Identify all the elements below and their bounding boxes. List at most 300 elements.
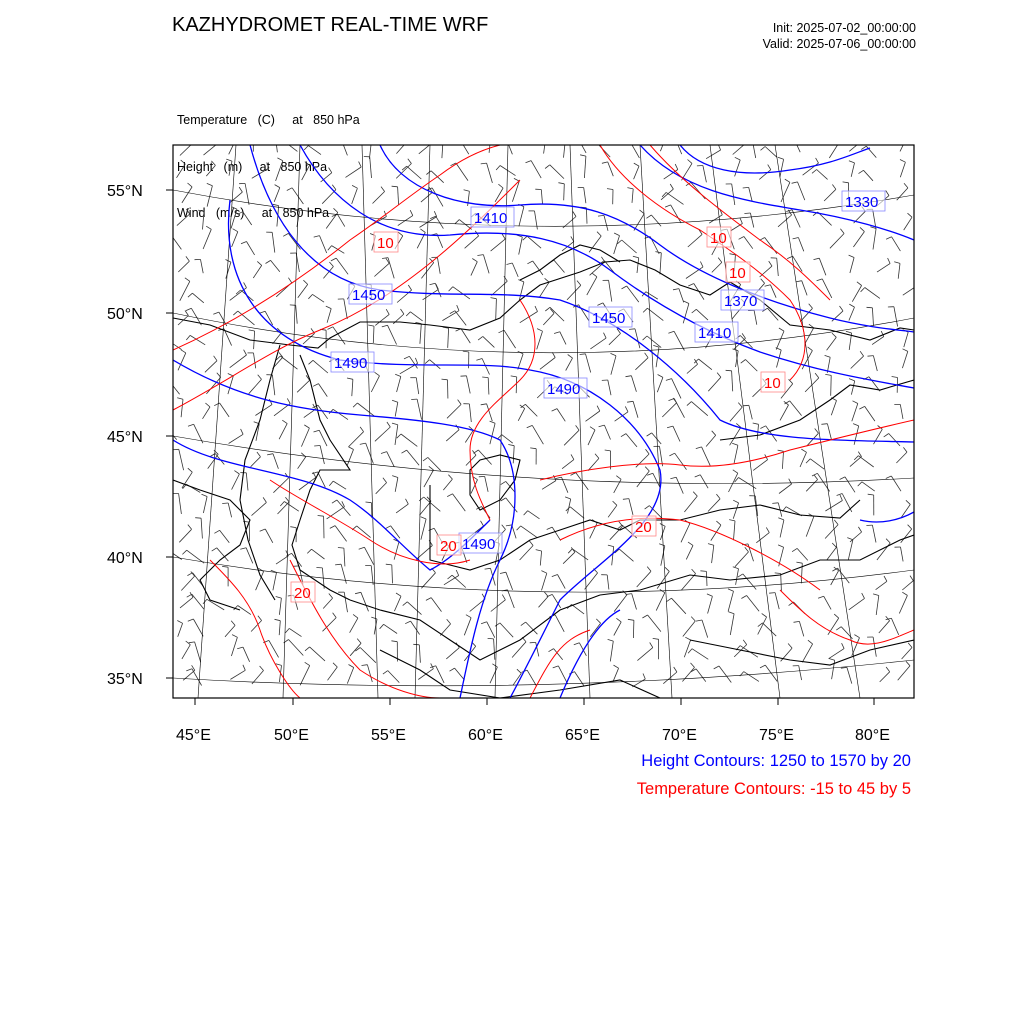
wind-barb-flag xyxy=(523,236,528,240)
wind-barb xyxy=(831,571,839,585)
wind-barb xyxy=(206,165,215,176)
wind-barb xyxy=(760,266,772,277)
wind-barb-flag xyxy=(540,134,546,136)
wind-barb xyxy=(735,552,749,567)
wind-barb-flag xyxy=(633,256,639,258)
height-label: 1410 xyxy=(698,325,732,342)
wind-barb xyxy=(301,428,309,447)
wind-barb-flag xyxy=(410,210,413,215)
wind-barb-flag xyxy=(419,497,424,501)
wind-barb xyxy=(838,568,850,583)
wind-barb-flag xyxy=(547,527,553,529)
lat-tick-label: 55°N xyxy=(107,183,143,200)
wind-barb xyxy=(361,592,369,611)
wind-barb xyxy=(494,639,495,660)
wind-barb xyxy=(782,451,783,469)
wind-barb-flag xyxy=(188,619,194,621)
wind-barb xyxy=(417,399,422,420)
wind-barb-flag xyxy=(553,666,559,668)
wind-barb xyxy=(696,309,708,320)
wind-barb-flag xyxy=(517,669,521,673)
contour-labels xyxy=(291,191,885,602)
wind-barb-flag xyxy=(463,351,469,352)
wind-barb xyxy=(203,229,211,249)
wind-barb xyxy=(500,166,515,176)
wind-barb-flag xyxy=(334,208,338,212)
wind-barb-flag xyxy=(668,136,674,138)
wind-barb-flag xyxy=(308,294,312,298)
grid-lat-40 xyxy=(173,557,914,592)
wind-barb xyxy=(557,409,565,422)
wind-barb xyxy=(730,224,742,232)
wind-barb-flag xyxy=(903,349,908,352)
wind-barb-flag xyxy=(267,454,273,455)
wind-barb xyxy=(352,188,358,204)
wind-barb-flag xyxy=(577,281,581,286)
field-height: Height (m) at 850 hPa xyxy=(177,159,328,174)
wind-barb-flag xyxy=(552,409,557,412)
wind-barb xyxy=(775,593,779,610)
wind-barb xyxy=(700,475,708,488)
wind-barb-flag xyxy=(908,213,913,217)
wind-barb-flag xyxy=(332,500,337,503)
wind-barb xyxy=(190,335,205,344)
wind-barb-flag xyxy=(560,139,566,141)
height-label: 1450 xyxy=(592,310,626,327)
wind-barb-flag xyxy=(761,279,765,284)
wind-barb xyxy=(195,642,201,662)
wind-barb-flag xyxy=(605,450,611,451)
wind-barb-flag xyxy=(700,571,706,572)
wind-barb xyxy=(246,473,248,491)
wind-barb-flag xyxy=(840,495,842,501)
wind-barb xyxy=(407,166,422,179)
wind-barb-flag xyxy=(753,423,759,424)
wind-barb xyxy=(904,332,908,347)
wind-barb xyxy=(453,494,466,511)
wind-barb xyxy=(848,540,853,561)
wind-barb-flag xyxy=(861,288,865,292)
wind-barb xyxy=(554,649,563,660)
wind-barb xyxy=(819,258,826,275)
wind-barb-flag xyxy=(527,261,532,264)
wind-barb-flag xyxy=(211,161,215,166)
wind-barb xyxy=(436,216,444,228)
wind-barb-flag xyxy=(536,550,542,551)
wind-barb xyxy=(588,430,595,445)
wind-barb-flag xyxy=(598,215,604,216)
wind-barb xyxy=(226,262,231,279)
wind-barb-flag xyxy=(815,429,819,434)
wind-barb-flag xyxy=(867,307,873,308)
wind-barb-flag xyxy=(733,567,739,569)
wind-barb xyxy=(411,621,420,634)
wind-barb-flag xyxy=(233,311,238,315)
wind-barb xyxy=(637,571,651,587)
wind-barb-flag xyxy=(381,187,385,192)
wind-barb-flag xyxy=(688,160,693,164)
wind-barb xyxy=(802,644,812,662)
wind-barb-flag xyxy=(843,182,849,183)
wind-barb-flag xyxy=(733,470,738,473)
wind-barb-flag xyxy=(202,494,208,496)
wind-barb-flag xyxy=(556,477,562,479)
wind-barb-flag xyxy=(762,614,767,618)
wind-barb xyxy=(682,667,694,681)
wind-barb xyxy=(744,237,753,249)
wind-barb xyxy=(712,262,722,272)
wind-barb xyxy=(568,499,571,514)
wind-barb-flag xyxy=(267,163,269,169)
wind-barb xyxy=(608,380,611,395)
wind-barb-flag xyxy=(650,643,653,648)
wind-barb-flag xyxy=(541,571,546,574)
temperature-label: 20 xyxy=(440,538,457,555)
wind-barb-flag xyxy=(599,425,605,427)
wind-barb xyxy=(455,311,466,326)
wind-barb xyxy=(177,164,186,178)
wind-barb xyxy=(542,573,547,590)
wind-barb xyxy=(228,503,231,517)
wind-barb-flag xyxy=(886,237,892,239)
wind-barb xyxy=(852,404,858,422)
wind-barb-flag xyxy=(496,166,500,171)
wind-barb xyxy=(810,459,824,469)
wind-barb-flag xyxy=(472,259,477,262)
field-temperature: Temperature (C) at 850 hPa xyxy=(177,113,360,127)
wind-barb-flag xyxy=(491,298,497,299)
wind-barb-flag xyxy=(691,617,695,621)
wind-barb xyxy=(310,647,325,661)
wind-barb-flag xyxy=(258,616,262,621)
wind-barb xyxy=(543,313,554,325)
wind-barb xyxy=(692,649,708,660)
wind-barb xyxy=(590,523,597,538)
wind-barb-flag xyxy=(669,399,675,401)
wind-barb-flag xyxy=(371,617,377,619)
wind-barb xyxy=(265,529,273,543)
wind-barb-flag xyxy=(886,476,892,479)
wind-barb-flag xyxy=(860,227,864,231)
wind-barb xyxy=(203,497,207,514)
wind-barb xyxy=(637,648,652,661)
wind-barb-flag xyxy=(336,140,342,141)
wind-barb-flag xyxy=(391,641,397,642)
wind-barb xyxy=(247,242,255,255)
height-label: 1370 xyxy=(724,293,758,310)
wind-barb-flag xyxy=(212,548,217,551)
wind-barb xyxy=(902,581,913,590)
wind-barb-flag xyxy=(429,528,435,530)
wind-barb xyxy=(799,666,802,681)
wind-barb xyxy=(391,526,400,539)
wind-barb-flag xyxy=(305,647,310,651)
wind-barb-flag xyxy=(816,158,819,163)
wind-barb xyxy=(681,574,695,591)
wind-barb xyxy=(232,474,240,490)
wind-barb-flag xyxy=(408,285,411,290)
wind-barb-flag xyxy=(622,286,627,289)
wind-barb xyxy=(500,623,513,637)
wind-barb xyxy=(238,311,255,325)
wind-barb-flag xyxy=(627,401,633,402)
wind-barb xyxy=(730,427,741,445)
wind-barb xyxy=(364,547,373,565)
wind-barb-flag xyxy=(829,659,835,661)
wind-barb-flag xyxy=(521,622,526,626)
temperature-contour xyxy=(290,560,440,698)
wind-barb-flag xyxy=(674,667,677,672)
wind-barb-flag xyxy=(853,424,859,426)
wind-barb xyxy=(421,573,435,589)
wind-barb-flag xyxy=(608,639,614,641)
wind-barb xyxy=(604,215,608,230)
wind-barb xyxy=(896,452,907,463)
wind-barb xyxy=(631,376,636,392)
lon-tick-label: 80°E xyxy=(855,727,890,744)
wind-barb-flag xyxy=(808,640,813,644)
wind-barb xyxy=(352,379,353,396)
wind-barb-flag xyxy=(643,674,645,680)
wind-barb xyxy=(849,598,865,609)
wind-barb xyxy=(825,501,842,512)
wind-barb-flag xyxy=(243,665,245,671)
wind-barb-flag xyxy=(332,185,336,190)
wind-barb xyxy=(424,497,441,511)
wind-barb-flag xyxy=(240,548,246,550)
wind-barb-flag xyxy=(868,494,874,495)
wind-barb xyxy=(687,364,698,373)
wind-barb xyxy=(167,429,176,440)
wind-barb-flag xyxy=(206,226,211,229)
height-contour xyxy=(173,360,515,698)
height-label: 1490 xyxy=(462,536,496,553)
wind-barb-flag xyxy=(778,157,784,159)
wind-barb xyxy=(673,426,680,441)
wind-barb xyxy=(802,281,807,296)
wind-barb xyxy=(252,502,267,515)
wind-barb xyxy=(180,281,190,301)
wind-barb-flag xyxy=(375,372,380,376)
wind-barb-flag xyxy=(353,614,358,618)
wind-barb-flag xyxy=(309,360,314,364)
wind-barb-flag xyxy=(260,311,266,313)
wind-barb xyxy=(292,188,303,204)
wind-barb xyxy=(709,215,722,223)
wind-barb xyxy=(540,551,541,566)
wind-barb-flag xyxy=(430,283,436,285)
wind-barb-flag xyxy=(741,596,746,599)
wind-barb xyxy=(866,146,876,157)
wind-barb-flag xyxy=(481,163,487,164)
wind-barb-flag xyxy=(406,134,410,139)
wind-barb xyxy=(806,517,814,537)
wind-barb xyxy=(401,434,417,446)
wind-barb xyxy=(850,258,854,274)
temperature-label: 20 xyxy=(294,585,311,602)
wind-barb-flag xyxy=(691,663,695,668)
wind-barb-flag xyxy=(837,494,843,496)
wind-barb-flag xyxy=(404,356,409,359)
wind-barb-flag xyxy=(366,502,372,503)
height-contour-legend: Height Contours: 1250 to 1570 by 20 xyxy=(641,752,911,770)
wind-barb-flag xyxy=(779,328,784,331)
wind-barb-flag xyxy=(395,374,401,376)
wind-barb-flag xyxy=(233,133,238,136)
wind-barb xyxy=(719,666,731,683)
wind-barb-flag xyxy=(195,518,201,519)
wind-barb xyxy=(205,361,217,373)
wind-barb xyxy=(342,140,348,155)
wind-barb xyxy=(734,445,738,463)
wind-barb xyxy=(570,507,584,519)
wind-barb xyxy=(825,525,838,539)
wind-barb xyxy=(435,283,441,297)
wind-barb-flag xyxy=(186,335,190,340)
wind-barb-flag xyxy=(645,353,649,358)
wind-barb-flag xyxy=(189,642,195,643)
wind-barb xyxy=(732,371,733,392)
wind-barb-flag xyxy=(661,133,666,136)
wind-barb-flag xyxy=(832,185,836,190)
wind-barb xyxy=(831,401,836,416)
wind-barb xyxy=(877,264,890,273)
wind-barb-flag xyxy=(239,187,242,192)
wind-barb-flag xyxy=(284,640,289,643)
wind-barb xyxy=(780,520,784,538)
wind-barb xyxy=(527,670,537,686)
wind-barb xyxy=(333,409,348,419)
wind-barb-flag xyxy=(485,568,491,569)
wind-barb xyxy=(347,450,353,466)
wind-barb-flag xyxy=(629,329,635,330)
wind-barb xyxy=(824,189,836,201)
wind-barb-flag xyxy=(857,282,862,286)
wind-barb-flag xyxy=(760,426,765,429)
wind-barb-flag xyxy=(894,262,900,264)
wind-barb xyxy=(464,618,471,636)
wind-barb xyxy=(847,667,852,683)
wind-barb xyxy=(313,294,325,302)
wind-barb-flag xyxy=(580,354,586,355)
wind-barb xyxy=(829,141,840,159)
wind-barb xyxy=(327,507,345,519)
wind-barb xyxy=(203,212,205,230)
wind-barb xyxy=(876,596,879,616)
grid-lon-55 xyxy=(362,145,378,698)
wind-barb-flag xyxy=(329,481,333,486)
wind-barb xyxy=(612,547,614,566)
wind-barb-flag xyxy=(814,258,820,259)
wind-barb-flag xyxy=(738,574,743,577)
wind-barb-flag xyxy=(188,525,192,530)
wind-barb xyxy=(419,645,420,663)
border-south-asia xyxy=(690,640,914,665)
wind-barb-flag xyxy=(743,405,749,406)
wind-barb xyxy=(706,571,707,586)
wind-barb-flag xyxy=(305,162,310,166)
wind-barb-flag xyxy=(408,159,412,164)
wind-barb xyxy=(350,643,361,656)
wind-barb-flag xyxy=(504,276,507,281)
wind-barb xyxy=(752,141,755,159)
wind-barb xyxy=(610,641,613,661)
wind-barb xyxy=(333,481,346,489)
wind-barb xyxy=(759,170,771,180)
wind-barb xyxy=(608,162,614,176)
wind-barb-flag xyxy=(614,233,619,236)
wind-barb xyxy=(289,640,304,656)
wind-barb xyxy=(374,263,389,276)
wind-barb xyxy=(320,446,324,465)
wind-barb-flag xyxy=(165,551,169,555)
wind-barb-flag xyxy=(448,575,453,579)
wind-barb xyxy=(357,403,374,416)
wind-barb xyxy=(609,334,621,345)
wind-barb-flag xyxy=(188,140,192,145)
wind-barb-flag xyxy=(276,138,280,142)
wind-barb xyxy=(318,472,326,487)
wind-barb-flag xyxy=(688,542,693,545)
wind-barb xyxy=(564,184,565,201)
wind-barb-flag xyxy=(287,398,290,403)
wind-barb xyxy=(487,622,495,638)
wind-barb xyxy=(849,142,860,151)
wind-barb-flag xyxy=(667,598,672,601)
wind-barb-flag xyxy=(276,664,282,666)
wind-barb xyxy=(566,358,573,370)
wind-barb-flag xyxy=(788,644,792,649)
wind-barb xyxy=(288,233,300,249)
wind-barb xyxy=(575,672,585,687)
wind-barb-flag xyxy=(303,280,307,284)
wind-barb xyxy=(304,409,316,417)
wind-barb-flag xyxy=(834,520,838,525)
wind-barb xyxy=(831,375,832,395)
wind-barb xyxy=(696,669,706,682)
wind-barb xyxy=(384,624,398,633)
wind-barb-flag xyxy=(499,330,505,333)
wind-barb-flag xyxy=(432,135,435,140)
wind-barb-flag xyxy=(313,384,318,387)
wind-barb xyxy=(652,433,662,444)
wind-barb xyxy=(182,645,190,659)
wind-barb xyxy=(891,476,901,491)
wind-barb-flag xyxy=(910,576,913,581)
wind-barb xyxy=(424,470,434,487)
wind-barb xyxy=(467,376,471,394)
wind-barb xyxy=(558,666,567,684)
wind-barb-flag xyxy=(318,516,324,517)
wind-barb xyxy=(298,457,306,469)
wind-barb-flag xyxy=(769,593,775,594)
wind-barb-flag xyxy=(511,376,517,377)
wind-barb xyxy=(753,460,767,471)
height-label: 1330 xyxy=(845,194,879,211)
wind-barb xyxy=(245,183,249,204)
wind-barb xyxy=(779,484,792,494)
wind-barb-flag xyxy=(646,449,650,454)
wind-barb xyxy=(872,308,873,326)
wind-barb-flag xyxy=(260,529,266,531)
wind-barb xyxy=(797,548,808,560)
wind-barb-flag xyxy=(626,376,632,377)
wind-barb xyxy=(763,623,777,636)
wind-barb xyxy=(852,286,861,302)
wind-barb xyxy=(181,399,183,417)
wind-barb-flag xyxy=(177,621,182,624)
wind-barb-flag xyxy=(273,204,279,205)
